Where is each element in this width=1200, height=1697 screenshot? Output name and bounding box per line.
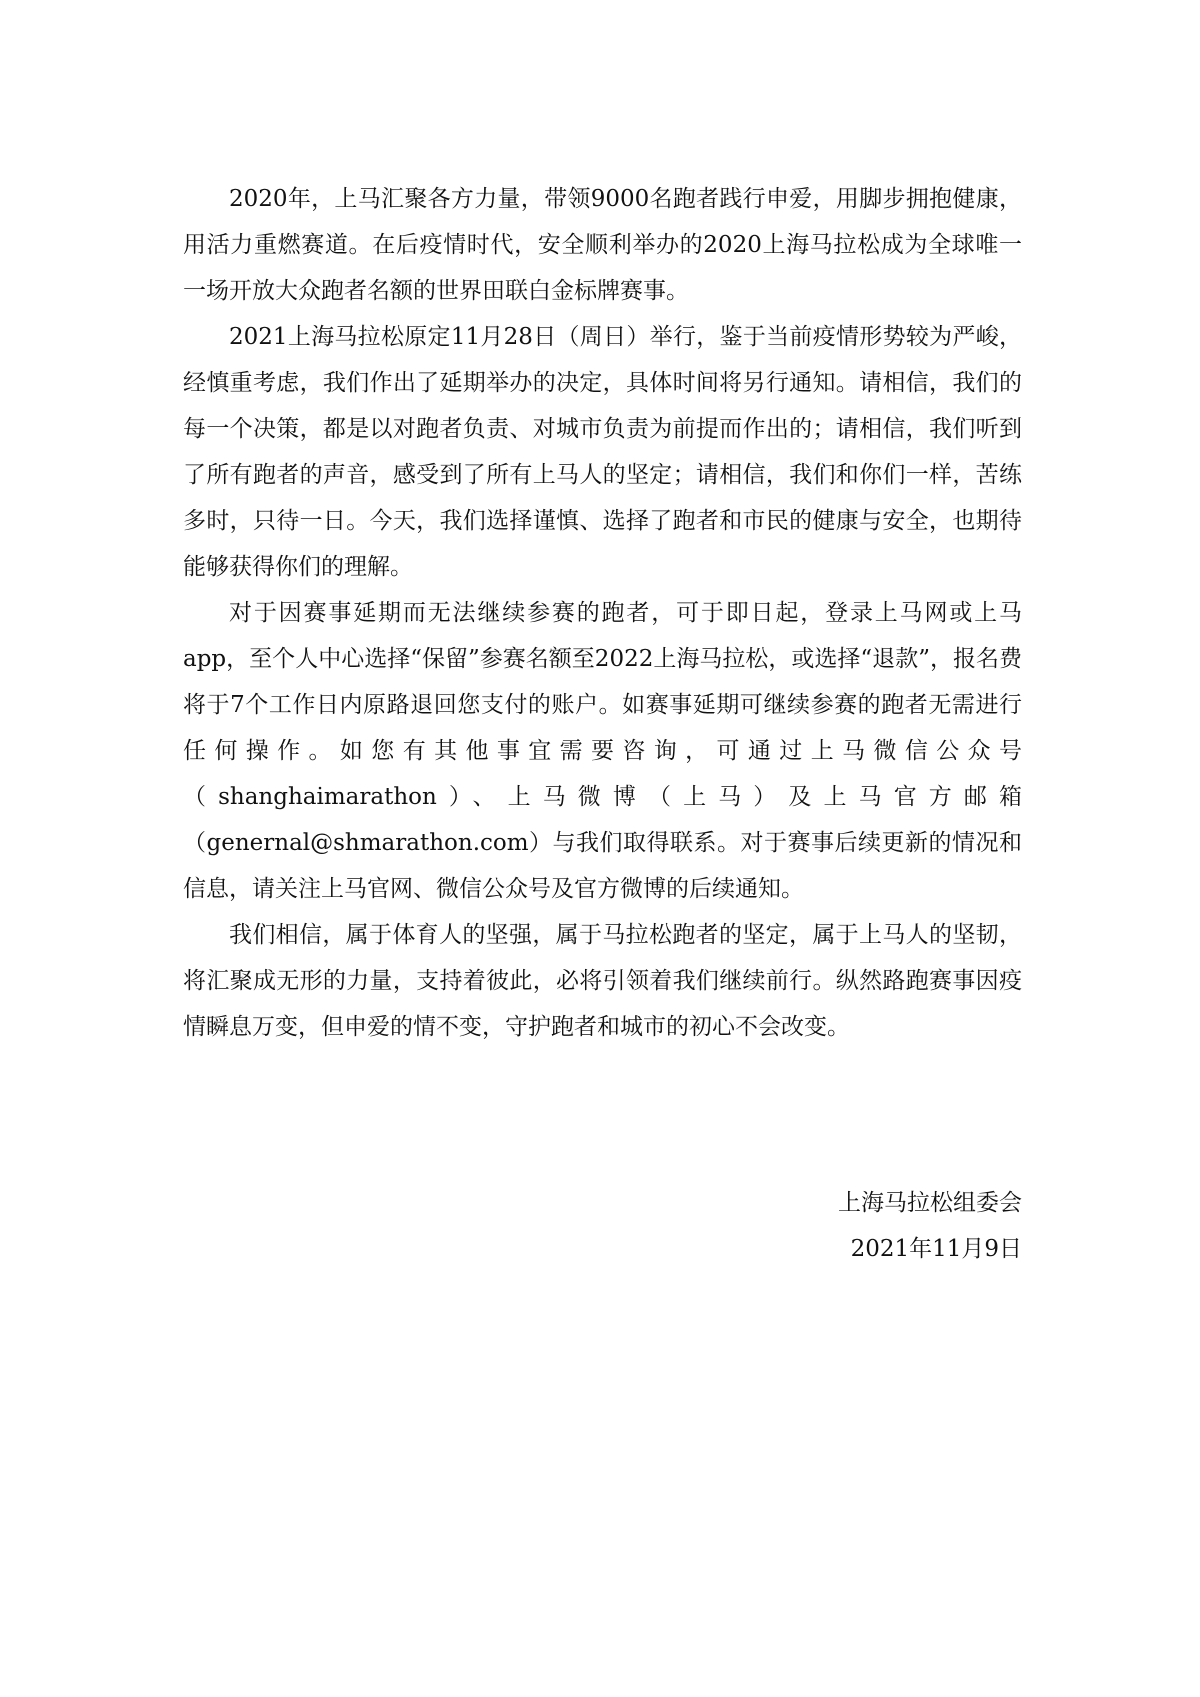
document-body — [183, 176, 1022, 1050]
paragraph-2: 2021上海马拉松原定11月28日（周日）举行，鉴于当前疫情形势较为严峻，经慎重考虑，我们作出了延期举办的决定，具体时间将另行通知。请相信，我们的每一个决策，都是以对跑者负责、对城市负责为前提而作出的；请相信，我们听到了所有跑者的声音，感受到了所有上马人的坚定；请相信，我们和你们一样，苦练多时，只待一日。今天，我们选择谨慎、选择了跑者和市民的健康与安全，也期待能够获得你们的理解。 — [183, 324, 1022, 580]
signature-organization: 上海马拉松组委会 — [838, 1190, 1022, 1216]
signature-date: 2021年11月9日 — [850, 1236, 1022, 1262]
paragraph-3: 对于因赛事延期而无法继续参赛的跑者，可于即日起，登录上马网或上马app，至个人中心选择“保留”参赛名额至2022上海马拉松，或选择“退款”，报名费将于7个工作日内原路退回您支付的账户。如赛事延期可继续参赛的跑者无需进行任何操作。如您有其他事宜需要咨询，可通过上马微信公众号（shanghaimarathon）、上马微博（上马）及上马官方邮箱（genernal@shmarathon.com）与我们取得联系。对于赛事后续更新的情况和信息，请关注上马官网、微信公众号及官方微博的后续通知。 — [183, 600, 1022, 902]
paragraph-1: 2020年，上马汇聚各方力量，带领9000名跑者践行申爱，用脚步拥抱健康，用活力重燃赛道。在后疫情时代，安全顺利举办的2020上海马拉松成为全球唯一一场开放大众跑者名额的世界田联白金标牌赛事。 — [183, 186, 1022, 304]
signature-block — [838, 1180, 1022, 1272]
paragraph-4: 我们相信，属于体育人的坚强，属于马拉松跑者的坚定，属于上马人的坚韧，将汇聚成无形的力量，支持着彼此，必将引领着我们继续前行。纵然路跑赛事因疫情瞬息万变，但申爱的情不变，守护跑者和城市的初心不会改变。 — [183, 922, 1022, 1040]
